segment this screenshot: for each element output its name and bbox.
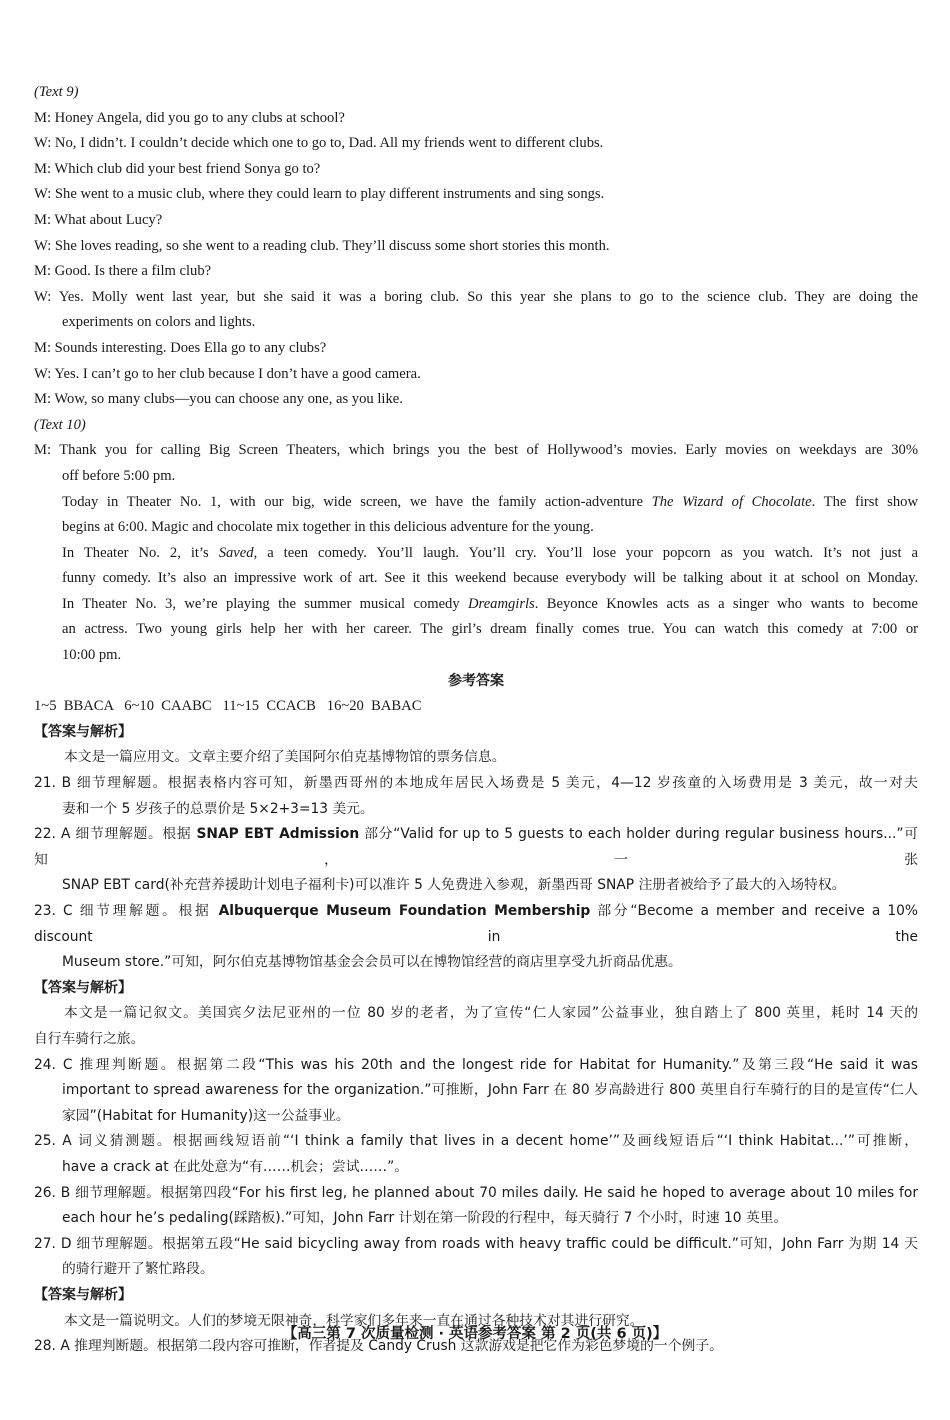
dialogue-line: W: No, I didn’t. I couldn’t decide which one to go to, Dad. All my friends went to different clubs. bbox=[34, 135, 604, 152]
section-label: 【答案与解析】 bbox=[34, 723, 132, 740]
section-name: Albuquerque Museum Foundation Membership bbox=[218, 903, 591, 919]
monologue-line: off before 5:00 pm. bbox=[62, 467, 176, 484]
dialogue-line: W: Yes. Molly went last year, but she said it was a boring club. So this year she plans to go to the science club. They are doing the bbox=[34, 288, 918, 305]
answer-keys: 1~5 BBACA 6~10 CAABC 11~15 CCACB 16~20 BABAC bbox=[34, 698, 422, 715]
passage-summary: 自行车骑行之旅。 bbox=[34, 1030, 145, 1047]
monologue-line: funny comedy. It’s also an impressive work of art. See it this weekend because everybody will be talking about it at school on Monday. bbox=[62, 570, 918, 587]
monologue-line: 10:00 pm. bbox=[62, 647, 122, 664]
explanation-line bbox=[34, 822, 918, 873]
explanation-line: have a crack at 在此处意为“有……机会；尝试……”。 bbox=[62, 1158, 409, 1175]
dialogue-line: W: Yes. I can’t go to her club because I don’t have a good camera. bbox=[34, 365, 421, 382]
explanation-text: 23. C 细节理解题。根据 bbox=[34, 903, 219, 919]
monologue-line: begins at 6:00. Magic and chocolate mix together in this delicious adventure for the young. bbox=[62, 519, 594, 536]
dialogue-line: W: She went to a music club, where they could learn to play different instruments and sing songs. bbox=[34, 186, 605, 203]
explanation-line: Museum store.”可知，阿尔伯克基博物馆基金会会员可以在博物馆经营的商店里享受九折商品优惠。 bbox=[62, 954, 682, 971]
monologue-line: M: Thank you for calling Big Screen Theaters, which brings you the best of Hollywood’s movies. Early movies on weekdays are 30% bbox=[34, 442, 918, 459]
page-footer: 【高三第 7 次质量检测 · 英语参考答案 第 2 页(共 6 页)】 bbox=[282, 1326, 668, 1342]
dialogue-line: M: Honey Angela, did you go to any clubs at school? bbox=[34, 109, 345, 126]
dialogue-line: M: What about Lucy? bbox=[34, 211, 163, 228]
explanation-line: 25. A 词义猜测题。根据画线短语前“‘I think a family that lives in a decent home’”及画线短语后“‘I think Habitat...’”可推断， bbox=[34, 1133, 918, 1150]
passage-summary: 本文是一篇记叙文。美国宾夕法尼亚州的一位 80 岁的老者，为了宣传“仁人家园”公益事业，独自踏上了 800 英里，耗时 14 天的 bbox=[64, 1005, 918, 1022]
text9-label: (Text 9) bbox=[34, 84, 79, 100]
movie-title: Saved bbox=[218, 544, 254, 561]
answers-heading: 参考答案 bbox=[448, 672, 504, 689]
explanation-line: 24. C 推理判断题。根据第二段“This was his 20th and the longest ride for Habitat for Humanity.”及第三段“He said it was bbox=[34, 1056, 918, 1073]
explanation-line: SNAP EBT card(补充营养援助计划电子福利卡)可以准许 5 人免费进入参观，新墨西哥 SNAP 注册者被给予了最大的入场特权。 bbox=[62, 877, 846, 894]
movie-title: The Wizard of Chocolate bbox=[651, 493, 812, 510]
dialogue-line: M: Good. Is there a film club? bbox=[34, 263, 212, 280]
page-content bbox=[34, 80, 918, 1360]
section-name: SNAP EBT Admission bbox=[196, 826, 360, 843]
monologue-text: In Theater No. 2, it’s bbox=[62, 544, 219, 561]
movie-title: Dreamgirls bbox=[468, 595, 535, 612]
monologue-line bbox=[34, 490, 918, 516]
explanation-line: 妻和一个 5 岁孩子的总票价是 5×2+3=13 美元。 bbox=[62, 800, 374, 817]
dialogue-line-continued: experiments on colors and lights. bbox=[62, 314, 256, 331]
dialogue-line: M: Which club did your best friend Sonya go to? bbox=[34, 160, 321, 177]
monologue-line bbox=[34, 541, 918, 567]
dialogue-line: W: She loves reading, so she went to a reading club. They’ll discuss some short stories this month. bbox=[34, 237, 610, 254]
explanation-text: 22. A 细节理解题。根据 bbox=[34, 826, 197, 843]
monologue-text: . The first show bbox=[811, 493, 918, 510]
monologue-line bbox=[34, 592, 918, 618]
explanation-text: 部分“Valid for up to 5 guests to each holder during regular business hours...”可知，一张 bbox=[34, 826, 918, 868]
passage-summary: 本文是一篇应用文。文章主要介绍了美国阿尔伯克基博物馆的票务信息。 bbox=[64, 749, 506, 766]
monologue-text: , a teen comedy. You’ll laugh. You’ll cry. You’ll lose your popcorn as you watch. It’s not just a bbox=[253, 544, 918, 561]
explanation-line: important to spread awareness for the organization.”可推断，John Farr 在 80 岁高龄进行 800 英里自行车骑行的目的是宣传“仁人 bbox=[62, 1082, 918, 1099]
explanation-line: 28. A 推理判断题。根据第二段内容可推断，作者提及 Candy Crush 这款游戏是把它作为彩色梦境的一个例子。 bbox=[34, 1338, 723, 1355]
passage-summary: 本文是一篇说明文。人们的梦境无限神奇，科学家们多年来一直在通过各种技术对其进行研究。 bbox=[64, 1312, 644, 1329]
explanation-text: 部分“Become a member and receive a 10% discount in the bbox=[34, 903, 918, 945]
explanation-line: 27. D 细节理解题。根据第五段“He said bicycling away from roads with heavy traffic could be difficult.”可知，John Farr 为期 14 天 bbox=[34, 1235, 918, 1252]
explanation-line: 家园”(Habitat for Humanity)这一公益事业。 bbox=[62, 1107, 350, 1124]
explanation-line: 21. B 细节理解题。根据表格内容可知，新墨西哥州的本地成年居民入场费是 5 美元，4—12 岁孩童的入场费用是 3 美元，故一对夫 bbox=[34, 775, 918, 792]
monologue-text: Today in Theater No. 1, with our big, wide screen, we have the family action-adventure bbox=[62, 493, 652, 510]
explanation-line: 26. B 细节理解题。根据第四段“For his first leg, he planned about 70 miles daily. He said he hoped to average about 10 miles for bbox=[34, 1184, 918, 1201]
explanation-line: 的骑行避开了繁忙路段。 bbox=[62, 1261, 214, 1278]
monologue-line: an actress. Two young girls help her with her career. The girl’s dream finally comes true. You can watch this comedy at 7:00 or bbox=[62, 621, 918, 638]
dialogue-line: M: Sounds interesting. Does Ella go to any clubs? bbox=[34, 339, 327, 356]
monologue-text: In Theater No. 3, we’re playing the summer musical comedy bbox=[62, 595, 469, 612]
section-label: 【答案与解析】 bbox=[34, 979, 132, 996]
dialogue-line: M: Wow, so many clubs—you can choose any one, as you like. bbox=[34, 391, 403, 408]
monologue-text: . Beyonce Knowles acts as a singer who wants to become bbox=[534, 595, 918, 612]
explanation-line: each hour he’s pedaling(踩踏板).”可知，John Farr 计划在第一阶段的行程中，每天骑行 7 个小时，时速 10 英里。 bbox=[62, 1210, 788, 1227]
text10-label: (Text 10) bbox=[34, 416, 86, 433]
section-label: 【答案与解析】 bbox=[34, 1286, 132, 1303]
explanation-line bbox=[34, 899, 918, 950]
